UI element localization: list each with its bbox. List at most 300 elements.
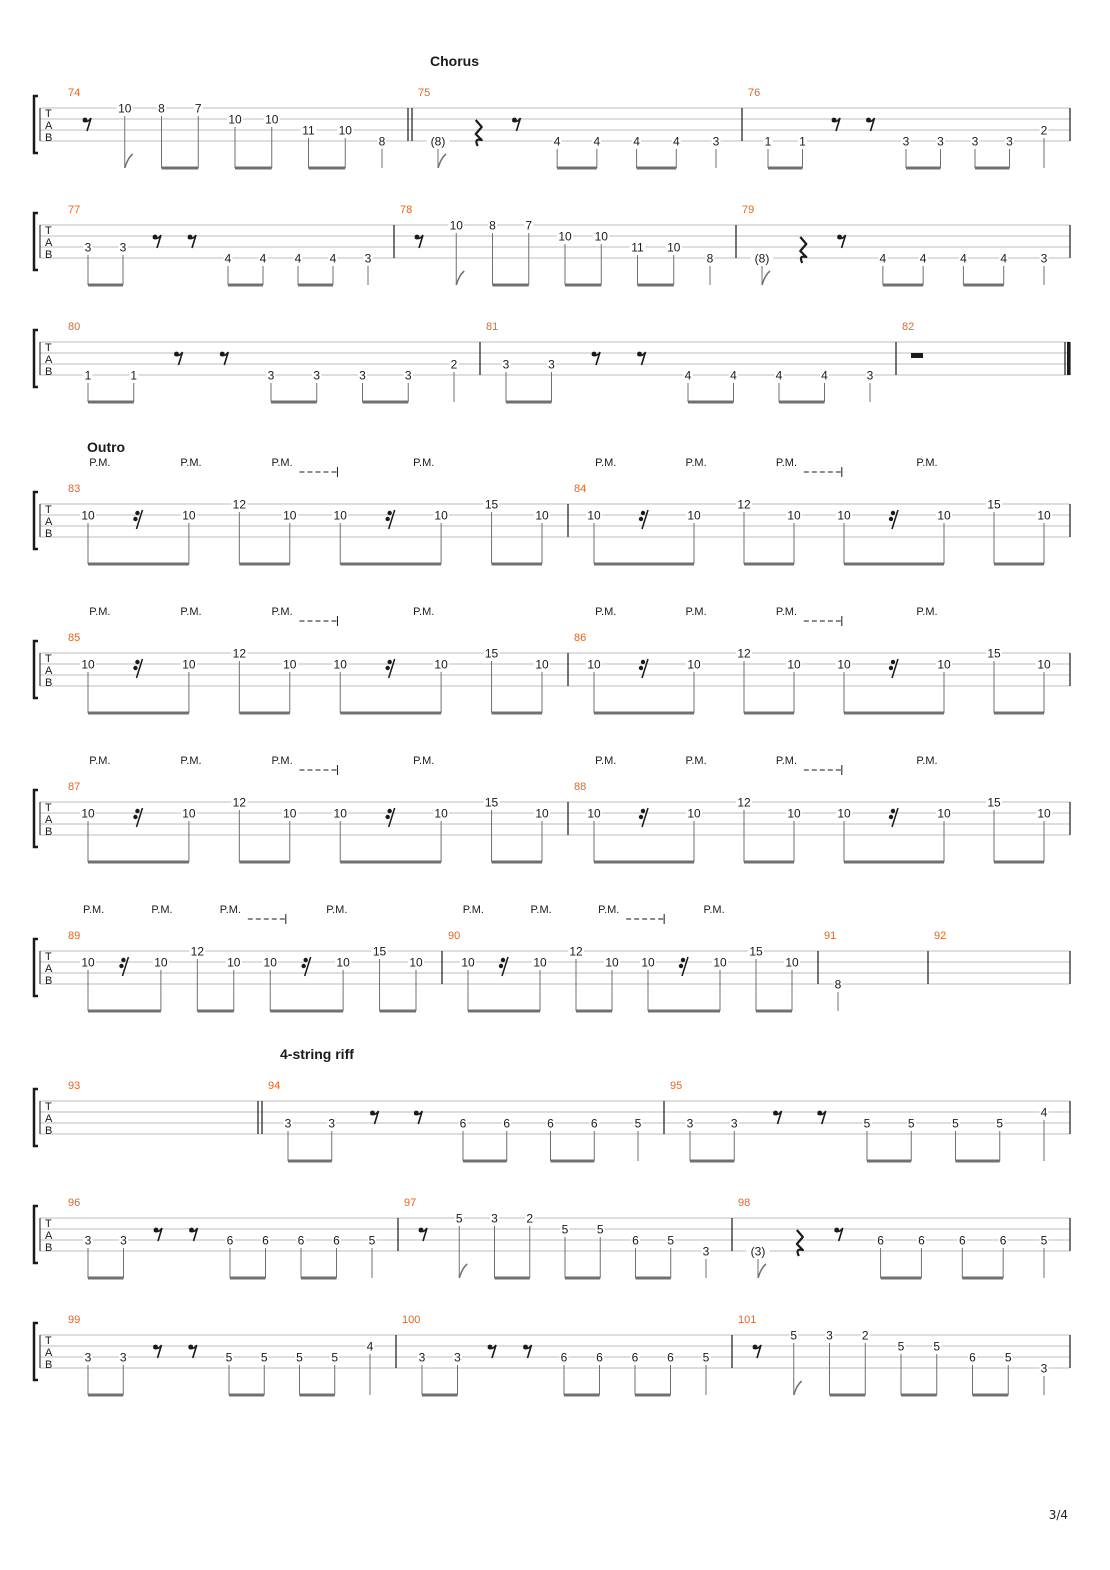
palm-mute-label: P.M. (685, 755, 707, 767)
fret-number: 3 (1006, 134, 1013, 149)
system-bracket (34, 492, 38, 549)
measure-number: 100 (402, 1314, 421, 1326)
fret-number: 1 (764, 134, 772, 149)
fret-number: 11 (631, 240, 644, 255)
measure (394, 204, 715, 285)
fret-number: 10 (687, 508, 701, 523)
measure (68, 483, 550, 564)
fret-number: 5 (996, 1116, 1004, 1131)
fret-number: 3 (404, 368, 412, 383)
measure (396, 1314, 711, 1395)
fret-number: 3 (84, 1233, 92, 1248)
measure-number: 95 (670, 1080, 683, 1092)
fret-number: 8 (378, 134, 386, 149)
fret-number: 10 (787, 657, 801, 672)
fret-number: 2 (450, 357, 458, 372)
tab-clef-letter: A (45, 963, 53, 975)
sixteenth-rest-dot (119, 964, 123, 968)
sixteenth-rest-dot (385, 666, 389, 670)
system-bracket (34, 790, 38, 847)
measure-number: 78 (400, 204, 413, 216)
fret-number: 3 (267, 368, 275, 383)
sixteenth-rest-dot (387, 511, 391, 515)
fret-number: 15 (987, 497, 1001, 512)
sixteenth-rest-dot (387, 809, 391, 813)
measure-number: 93 (68, 1080, 81, 1092)
fret-number: 10 (333, 508, 347, 523)
fret-number: 4 (775, 368, 783, 383)
fret-number: 1 (130, 368, 138, 383)
fret-number: 10 (937, 508, 951, 523)
fret-number: 6 (877, 1233, 884, 1248)
measure (732, 1314, 1070, 1395)
system-bracket (34, 213, 38, 270)
tab-system (34, 1314, 1070, 1395)
fret-number: 5 (790, 1328, 798, 1343)
fret-number: 6 (667, 1350, 674, 1365)
fret-number: 3 (1040, 251, 1048, 266)
fret-number: 2 (861, 1328, 869, 1343)
sixteenth-rest-dot (301, 964, 305, 968)
palm-mute-label: P.M. (271, 606, 293, 618)
measure-number: 81 (486, 321, 499, 333)
measure-number: 98 (738, 1197, 751, 1209)
fret-number: 6 (999, 1233, 1007, 1248)
fret-number: 6 (547, 1116, 554, 1131)
measure (68, 930, 424, 1011)
fret-number: 10 (787, 508, 801, 523)
fret-number: 1 (799, 134, 806, 149)
measure (568, 483, 1070, 564)
fret-number: 10 (558, 229, 572, 244)
measure-number: 75 (418, 87, 431, 99)
measure-number: 94 (268, 1080, 281, 1092)
tab-clef-letter: B (45, 249, 53, 261)
fret-number: 5 (596, 1222, 604, 1237)
fret-number: 10 (283, 657, 297, 672)
fret-number: 15 (987, 795, 1001, 810)
sixteenth-rest-dot (133, 815, 137, 819)
measure-number: 96 (68, 1197, 81, 1209)
quarter-rest (476, 120, 482, 146)
fret-number: 6 (969, 1350, 976, 1365)
fret-number: 3 (328, 1116, 336, 1131)
tab-system (34, 321, 1070, 402)
measure (442, 930, 800, 1011)
sixteenth-rest-dot (499, 964, 503, 968)
fret-number: 6 (631, 1350, 639, 1365)
section-label: Chorus (430, 53, 479, 69)
tab-clef-letter: B (45, 528, 53, 540)
fret-number: 5 (667, 1233, 675, 1248)
palm-mute-label: P.M. (271, 457, 293, 469)
fret-number: 15 (484, 795, 499, 810)
tab-system (34, 53, 1070, 168)
fret-number: 6 (560, 1350, 568, 1365)
fret-number: 4 (672, 134, 680, 149)
note-flag (762, 271, 770, 285)
fret-number: 10 (785, 955, 799, 970)
fret-number: 3 (454, 1350, 461, 1365)
fret-number: 10 (81, 657, 95, 672)
sixteenth-rest-dot (121, 958, 125, 962)
fret-number: 3 (120, 1233, 127, 1248)
sixteenth-rest-dot (135, 660, 139, 664)
fret-number: 10 (263, 955, 277, 970)
tab-clef-letter: A (45, 120, 53, 132)
tab-clef-letter: B (45, 132, 53, 144)
fret-number: 6 (958, 1233, 966, 1248)
fret-number: 5 (1004, 1350, 1012, 1365)
fret-number: 4 (730, 368, 737, 383)
measure-number: 89 (68, 930, 81, 942)
fret-number: 3 (937, 134, 944, 149)
tab-clef-letter: B (45, 1242, 53, 1254)
fret-number: 3 (1040, 1361, 1048, 1376)
palm-mute-label: P.M. (271, 755, 293, 767)
measure (398, 1197, 711, 1278)
fret-number: 4 (259, 251, 267, 266)
fret-number: 3 (418, 1350, 426, 1365)
fret-number: 6 (262, 1233, 269, 1248)
fret-number: (8) (430, 134, 446, 149)
note-flag (125, 154, 133, 168)
fret-number: 4 (684, 368, 692, 383)
whole-rest (911, 353, 923, 358)
sixteenth-rest-dot (133, 666, 137, 670)
fret-number: 10 (81, 955, 95, 970)
fret-number: 6 (226, 1233, 234, 1248)
fret-number: 12 (232, 795, 247, 810)
tab-clef-letter: B (45, 366, 53, 378)
fret-number: 7 (525, 218, 533, 233)
palm-mute-label: P.M. (413, 457, 435, 469)
tab-clef-letter: A (45, 1230, 53, 1242)
fret-number: 11 (302, 123, 315, 138)
fret-number: 10 (182, 657, 196, 672)
fret-number: 4 (1040, 1105, 1048, 1120)
fret-number: 7 (194, 101, 202, 116)
fret-number: 10 (333, 806, 347, 821)
measure (480, 321, 875, 402)
sixteenth-rest-dot (641, 809, 645, 813)
tab-clef-letter: A (45, 1347, 53, 1359)
sixteenth-rest-dot (385, 815, 389, 819)
measure-number: 99 (68, 1314, 81, 1326)
fret-number: 10 (434, 657, 448, 672)
measure (68, 321, 459, 402)
fret-number: 3 (702, 1244, 710, 1259)
palm-mute-label: P.M. (775, 606, 798, 618)
fret-number: 5 (260, 1350, 268, 1365)
fret-number: 10 (182, 806, 196, 821)
measure-number: 92 (934, 930, 947, 942)
fret-number: 10 (937, 806, 951, 821)
palm-mute-label: P.M. (595, 606, 617, 618)
fret-number: 4 (553, 134, 561, 149)
palm-mute-label: P.M. (89, 755, 111, 767)
sixteenth-rest-dot (891, 511, 895, 515)
fret-number: 10 (336, 955, 350, 970)
system-bracket (34, 1206, 38, 1263)
palm-mute-label: P.M. (89, 457, 111, 469)
fret-number: 5 (863, 1116, 871, 1131)
tab-system (34, 1046, 1070, 1161)
measure (568, 781, 1070, 862)
tab-clef-letter: T (45, 951, 52, 963)
tab-system (34, 606, 1070, 713)
fret-number: 10 (1037, 657, 1051, 672)
fret-number: 3 (902, 134, 910, 149)
fret-number: 10 (227, 955, 241, 970)
measure-number: 77 (68, 204, 81, 216)
note-flag (459, 1264, 467, 1278)
fret-number: 3 (548, 357, 555, 372)
measure-number: 85 (68, 632, 81, 644)
sixteenth-rest-dot (133, 517, 137, 521)
page-number: 3/4 (1048, 1508, 1068, 1522)
measure-number: 80 (68, 321, 81, 333)
measure-number: 83 (68, 483, 81, 495)
fret-number: 10 (461, 955, 475, 970)
fret-number: 15 (372, 944, 387, 959)
fret-number: 10 (687, 806, 701, 821)
fret-number: 4 (366, 1339, 374, 1354)
fret-number: 10 (605, 955, 619, 970)
measure (742, 87, 1070, 168)
fret-number: 5 (897, 1339, 905, 1354)
sixteenth-rest-dot (501, 958, 505, 962)
fret-number: 12 (737, 497, 751, 512)
fret-number: 5 (296, 1350, 303, 1365)
palm-mute-label: P.M. (180, 755, 202, 767)
palm-mute-label: P.M. (775, 457, 798, 469)
fret-number: 12 (737, 795, 751, 810)
measure-number: 90 (448, 930, 461, 942)
tab-clef-letter: A (45, 814, 53, 826)
palm-mute-label: P.M. (685, 457, 707, 469)
fret-number: 5 (634, 1116, 642, 1131)
fret-number: 5 (455, 1211, 463, 1226)
fret-number: 3 (364, 251, 372, 266)
sixteenth-rest-dot (641, 660, 645, 664)
sixteenth-rest-dot (385, 517, 389, 521)
tab-clef-letter: T (45, 1335, 52, 1347)
tab-clef-letter: T (45, 1101, 52, 1113)
fret-number: 10 (434, 806, 448, 821)
tab-clef-letter: B (45, 1125, 53, 1137)
tab-clef-letter: A (45, 354, 53, 366)
sixteenth-rest-dot (641, 511, 645, 515)
fret-number: 6 (459, 1116, 467, 1131)
fret-number: 12 (232, 497, 247, 512)
palm-mute-label: P.M. (413, 755, 435, 767)
palm-mute-label: P.M. (703, 904, 725, 916)
fret-number: 10 (587, 508, 601, 523)
fret-number: 3 (313, 368, 321, 383)
sixteenth-rest-dot (387, 660, 391, 664)
fret-number: 3 (730, 1116, 738, 1131)
fret-number: 5 (331, 1350, 339, 1365)
fret-number: 5 (933, 1339, 941, 1354)
palm-mute-label: P.M. (89, 606, 111, 618)
measure-number: 88 (574, 781, 587, 793)
note-flag (438, 154, 446, 168)
fret-number: 3 (119, 240, 127, 255)
fret-number: 4 (1000, 251, 1008, 266)
tab-system (34, 755, 1070, 862)
tab-clef-letter: A (45, 516, 53, 528)
sixteenth-rest-dot (889, 815, 893, 819)
tab-clef-letter: A (45, 665, 53, 677)
fret-number: 3 (502, 357, 510, 372)
fret-number: 8 (834, 977, 842, 992)
note-flag (758, 1264, 766, 1278)
palm-mute-label: P.M. (685, 606, 707, 618)
measure-number: 86 (574, 632, 587, 644)
measure (664, 1080, 1070, 1161)
fret-number: 3 (84, 240, 92, 255)
measure (68, 87, 387, 168)
fret-number: 3 (866, 368, 874, 383)
measure-number: 87 (68, 781, 81, 793)
tab-system (34, 1197, 1070, 1278)
palm-mute-label: P.M. (83, 904, 105, 916)
fret-number: 4 (960, 251, 967, 266)
fret-number: 6 (632, 1233, 639, 1248)
fret-number: 4 (294, 251, 302, 266)
fret-number: 12 (190, 944, 205, 959)
fret-number: 8 (489, 218, 496, 233)
quarter-rest (797, 1230, 803, 1256)
fret-number: 10 (937, 657, 951, 672)
tab-clef-letter: A (45, 237, 53, 249)
fret-number: 6 (503, 1116, 511, 1131)
fret-number: 6 (918, 1233, 925, 1248)
fret-number: 3 (712, 134, 720, 149)
measure-number: 97 (404, 1197, 417, 1209)
fret-number: 10 (434, 508, 448, 523)
tab-clef-letter: B (45, 826, 53, 838)
tab-clef-letter: T (45, 108, 52, 120)
measure (68, 1197, 377, 1278)
sixteenth-rest-dot (679, 964, 683, 968)
fret-number: 15 (484, 646, 499, 661)
measure-number: 101 (738, 1314, 757, 1326)
fret-number: 12 (232, 646, 247, 661)
measure (736, 204, 1070, 285)
fret-number: 10 (587, 657, 601, 672)
measure (928, 930, 1070, 984)
fret-number: 3 (284, 1116, 292, 1131)
fret-number: 2 (1040, 123, 1048, 138)
fret-number: 10 (333, 657, 347, 672)
fret-number: 6 (297, 1233, 305, 1248)
measure-number: 76 (748, 87, 761, 99)
fret-number: 2 (526, 1211, 534, 1226)
fret-number: 10 (118, 101, 132, 116)
tab-clef-letter: T (45, 342, 52, 354)
fret-number: 3 (491, 1211, 498, 1226)
tab-clef-letter: B (45, 677, 53, 689)
fret-number: 4 (224, 251, 232, 266)
palm-mute-label: P.M. (595, 457, 617, 469)
fret-number: 5 (225, 1350, 233, 1365)
fret-number: 5 (368, 1233, 376, 1248)
fret-number: 10 (837, 806, 851, 821)
measure (68, 781, 550, 862)
fret-number: 12 (569, 944, 583, 959)
palm-mute-label: P.M. (916, 606, 938, 618)
fret-number: 10 (787, 806, 801, 821)
fret-number: 3 (84, 1350, 92, 1365)
palm-mute-label: P.M. (180, 606, 202, 618)
tab-clef-letter: T (45, 504, 52, 516)
tab-clef-letter: T (45, 653, 52, 665)
fret-number: 5 (702, 1350, 710, 1365)
tab-system (34, 204, 1070, 285)
fret-number: 10 (1037, 806, 1051, 821)
palm-mute-label: P.M. (180, 457, 202, 469)
measure (68, 1080, 80, 1092)
fret-number: 4 (821, 368, 828, 383)
fret-number: 8 (706, 251, 714, 266)
measure (568, 632, 1070, 713)
fret-number: 4 (633, 134, 640, 149)
fret-number: 10 (1037, 508, 1051, 523)
sixteenth-rest-dot (639, 815, 643, 819)
fret-number: 10 (265, 112, 279, 127)
fret-number: 4 (879, 251, 887, 266)
measure (68, 204, 373, 285)
palm-mute-label: P.M. (595, 755, 617, 767)
sixteenth-rest-dot (135, 809, 139, 813)
palm-mute-label: P.M. (916, 457, 938, 469)
fret-number: 10 (535, 508, 549, 523)
measure (408, 87, 721, 168)
fret-number: 8 (158, 101, 165, 116)
fret-number: 10 (535, 806, 549, 821)
tab-system (34, 904, 1070, 1011)
fret-number: 4 (329, 251, 337, 266)
sixteenth-rest-dot (681, 958, 685, 962)
fret-number: 10 (837, 508, 851, 523)
sixteenth-rest-dot (135, 511, 139, 515)
fret-number: 10 (154, 955, 168, 970)
fret-number: 10 (687, 657, 701, 672)
fret-number: 10 (667, 240, 681, 255)
fret-number: 10 (837, 657, 851, 672)
palm-mute-label: P.M. (151, 904, 173, 916)
sixteenth-rest-dot (303, 958, 307, 962)
tab-clef-letter: B (45, 1359, 53, 1371)
fret-number: 6 (596, 1350, 603, 1365)
palm-mute-label: P.M. (530, 904, 552, 916)
fret-number: (8) (754, 251, 770, 266)
fret-number: 10 (449, 218, 463, 233)
tab-clef-letter: T (45, 225, 52, 237)
fret-number: 3 (119, 1350, 127, 1365)
palm-mute-label: P.M. (326, 904, 348, 916)
system-bracket (34, 1089, 38, 1146)
fret-number: 5 (1040, 1233, 1048, 1248)
fret-number: 10 (533, 955, 547, 970)
fret-number: 4 (593, 134, 601, 149)
fret-number: 15 (987, 646, 1001, 661)
fret-number: 6 (333, 1233, 340, 1248)
fret-number: 10 (338, 123, 352, 138)
section-label: 4-string riff (280, 1046, 354, 1062)
